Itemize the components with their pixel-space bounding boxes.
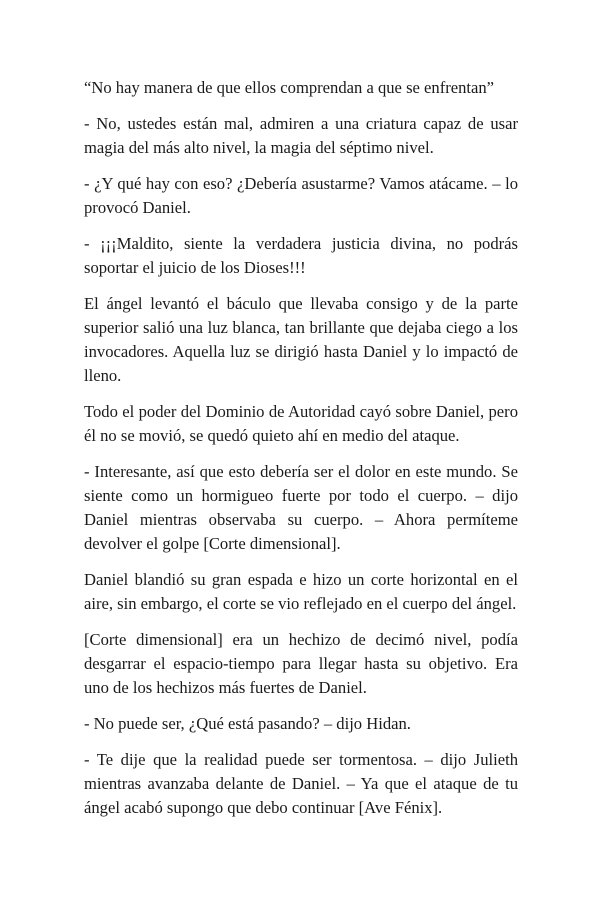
paragraph-quote: “No hay manera de que ellos comprendan a que se enfrentan” [84,78,495,97]
paragraph: Daniel blandió su gran espada e hizo un corte horizontal en el aire, sin embargo, el corte se vio reflejado en el cuerpo del ángel. [84,570,518,613]
paragraph: Todo el poder del Dominio de Autoridad cayó sobre Daniel, pero él no se movió, se quedó quieto ahí en medio del ataque. [84,402,518,445]
paragraph: - ¿Y qué hay con eso? ¿Debería asustarme? Vamos atácame. – lo provocó Daniel. [84,174,518,217]
paragraph: - No puede ser, ¿Qué está pasando? – dijo Hidan. [84,714,411,733]
paragraph: El ángel levantó el báculo que llevaba consigo y de la parte superior salió una luz blanca, tan brillante que dejaba ciego a los invocadores. Aquella luz se dirigió hasta Daniel y lo impactó de lleno. [84,294,518,385]
paragraph: - No, ustedes están mal, admiren a una criatura capaz de usar magia del más alto nivel, la magia del séptimo nivel. [84,114,518,157]
paragraph: - Te dije que la realidad puede ser tormentosa. – dijo Julieth mientras avanzaba delante de Daniel. – Ya que el ataque de tu ángel acabó supongo que debo continuar [Ave Fénix]. [84,750,518,817]
paragraph: - Interesante, así que esto debería ser el dolor en este mundo. Se siente como un hormigueo fuerte por todo el cuerpo. – dijo Daniel mientras observaba su cuerpo. – Ahora permíteme devolver el golpe [Corte dimensional]. [84,462,518,553]
body-text [84,76,518,832]
paragraph: [Corte dimensional] era un hechizo de decimó nivel, podía desgarrar el espacio-tiempo para llegar hasta su objetivo. Era uno de los hechizos más fuertes de Daniel. [84,630,518,697]
paragraph: - ¡¡¡Maldito, siente la verdadera justicia divina, no podrás soportar el juicio de los Dioses!!! [84,234,518,277]
